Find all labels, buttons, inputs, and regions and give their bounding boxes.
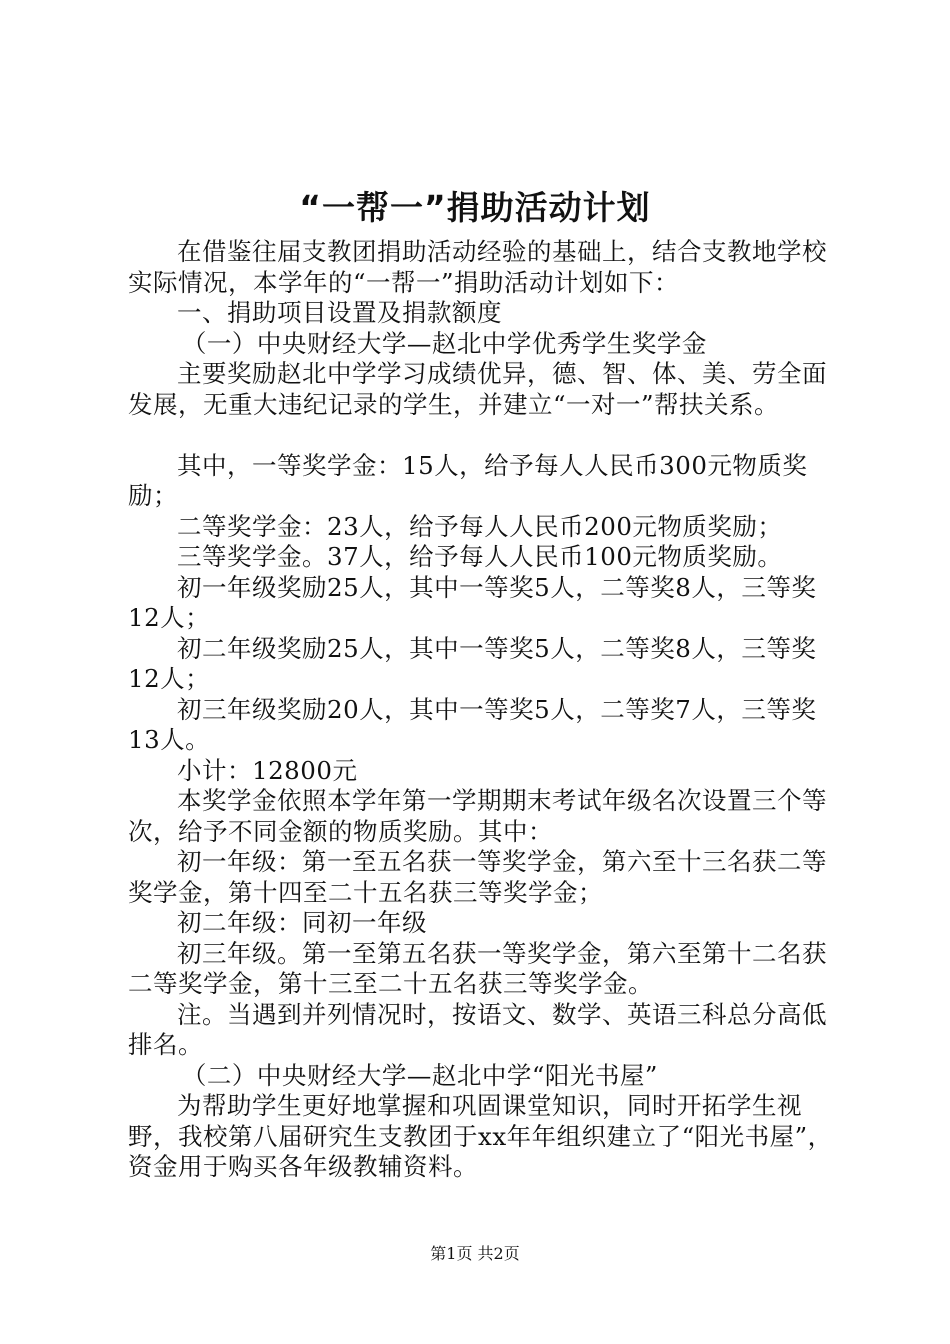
subtotal-line: 小计：12800元 [177,755,358,785]
body-paragraph: 初二年级：同初一年级 [177,908,427,937]
section-heading: 一、捐助项目设置及捐款额度 [177,298,502,327]
note-paragraph: 注。当遇到并列情况时，按语文、数学、英语三科总分高低排名。 [128,999,827,1059]
body-paragraph: 三等奖学金。37人，给予每人人民币100元物质奖励。 [177,542,783,571]
body-paragraph: 初二年级奖励25人，其中一等奖5人，二等奖8人，三等奖12人； [128,633,817,693]
body-paragraph: 二等奖学金：23人，给予每人人民币200元物质奖励； [177,511,783,541]
body-paragraph: 初三年级。第一至第五名获一等奖学金，第六至第十二名获二等奖学金，第十三至二十五名获三等奖学金。 [128,938,827,998]
body-paragraph: 为帮助学生更好地掌握和巩固课堂知识，同时开拓学生视野，我校第八届研究生支教团于xx年年组织建立了“阳光书屋”，资金用于购买各年级教辅资料。 [128,1091,833,1181]
body-paragraph: 主要奖励赵北中学学习成绩优异，德、智、体、美、劳全面发展，无重大违纪记录的学生，并建立“一对一”帮扶关系。 [128,359,827,419]
body-paragraph: 初三年级奖励20人，其中一等奖5人，二等奖7人，三等奖13人。 [128,694,817,754]
document-body [128,237,834,1183]
body-paragraph: 本奖学金依照本学年第一学期期末考试年级名次设置三个等次，给予不同金额的物质奖励。其中： [128,786,827,846]
subsection-heading: （二）中央财经大学—赵北中学“阳光书屋” [181,1060,658,1090]
body-paragraph: 初一年级奖励25人，其中一等奖5人，二等奖8人，三等奖12人； [128,572,817,632]
blank-line [128,420,834,451]
body-paragraph: 初一年级：第一至五名获一等奖学金，第六至十三名获二等奖学金，第十四至二十五名获三等奖学金； [128,847,827,907]
subsection-heading: （一）中央财经大学—赵北中学优秀学生奖学金 [181,328,707,358]
page-number: 第1页 共2页 [430,1244,520,1263]
document-title: “一帮一”捐助活动计划 [299,188,651,227]
intro-paragraph: 在借鉴往届支教团捐助活动经验的基础上，结合支教地学校实际情况，本学年的“一帮一”捐助活动计划如下： [128,237,827,297]
body-paragraph: 其中，一等奖学金：15人，给予每人人民币300元物质奖励； [128,450,808,510]
